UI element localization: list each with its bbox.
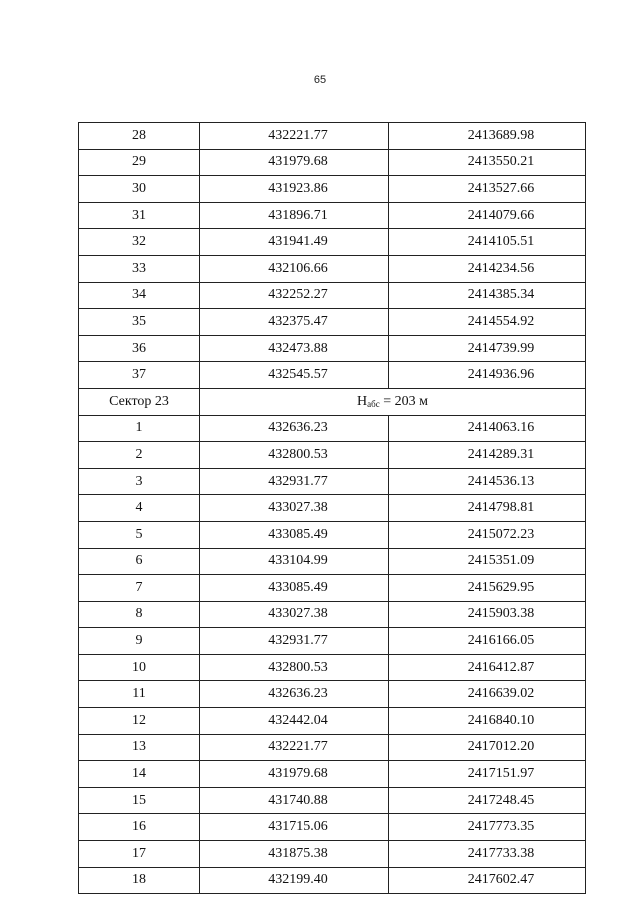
coordinate-y-cell bbox=[389, 681, 586, 708]
coordinate-x: 433027.38 bbox=[268, 606, 328, 622]
coordinate-x: 433085.49 bbox=[268, 526, 328, 542]
point-number: 9 bbox=[79, 628, 200, 655]
coordinate-y-cell bbox=[389, 787, 586, 814]
coordinate-y: 2413689.98 bbox=[467, 127, 535, 143]
point-number: 1 bbox=[79, 415, 200, 442]
coordinate-y-cell bbox=[389, 149, 586, 176]
coordinate-x: 432800.53 bbox=[268, 659, 328, 675]
coordinate-y-cell bbox=[389, 575, 586, 602]
coordinate-y-cell bbox=[389, 628, 586, 655]
coordinate-y: 2414554.92 bbox=[467, 313, 535, 329]
coordinate-y: 2414936.96 bbox=[467, 367, 535, 383]
coordinate-x: 432800.53 bbox=[268, 446, 328, 462]
coordinate-x-cell bbox=[200, 362, 389, 389]
coordinate-x-cell bbox=[200, 681, 389, 708]
coordinate-x: 433104.99 bbox=[268, 553, 328, 569]
point-number: 15 bbox=[79, 787, 200, 814]
coordinate-x: 432199.40 bbox=[268, 872, 328, 888]
coordinate-x-cell bbox=[200, 867, 389, 894]
table-row bbox=[79, 123, 586, 150]
coordinate-y: 2414739.99 bbox=[467, 340, 535, 356]
coordinate-x: 432442.04 bbox=[268, 712, 328, 728]
table-row bbox=[79, 255, 586, 282]
point-number: 7 bbox=[79, 575, 200, 602]
height-letter: H bbox=[357, 393, 368, 409]
coordinate-x-cell bbox=[200, 601, 389, 628]
point-number: 31 bbox=[79, 202, 200, 229]
coordinate-y: 2415629.95 bbox=[467, 579, 535, 595]
table-row bbox=[79, 681, 586, 708]
coordinate-y-cell bbox=[389, 362, 586, 389]
coordinate-y-cell bbox=[389, 548, 586, 575]
coordinate-y-cell bbox=[389, 202, 586, 229]
coordinate-x: 431715.06 bbox=[268, 819, 328, 835]
table-row bbox=[79, 335, 586, 362]
coordinate-x: 432636.23 bbox=[268, 420, 328, 436]
point-number: 12 bbox=[79, 708, 200, 735]
coordinate-x-cell bbox=[200, 282, 389, 309]
table-row bbox=[79, 495, 586, 522]
table-row bbox=[79, 442, 586, 469]
coordinate-y-cell bbox=[389, 229, 586, 256]
coordinate-x-cell bbox=[200, 442, 389, 469]
height-subscript: абс bbox=[367, 398, 380, 409]
table-body-before-sector bbox=[79, 123, 586, 389]
coordinate-x-cell bbox=[200, 708, 389, 735]
point-number: 37 bbox=[79, 362, 200, 389]
sector-label: Сектор 23 bbox=[79, 388, 200, 415]
coordinate-y-cell bbox=[389, 601, 586, 628]
coordinate-x-cell bbox=[200, 468, 389, 495]
table-row bbox=[79, 309, 586, 336]
table-row bbox=[79, 362, 586, 389]
coordinate-y-cell bbox=[389, 814, 586, 841]
sector-row bbox=[79, 388, 586, 415]
coordinate-y-cell bbox=[389, 335, 586, 362]
coordinate-y: 2417602.47 bbox=[467, 872, 535, 888]
coordinate-y-cell bbox=[389, 708, 586, 735]
coordinate-x: 432221.77 bbox=[268, 739, 328, 755]
coordinate-y-cell bbox=[389, 761, 586, 788]
coordinate-y-cell bbox=[389, 309, 586, 336]
coordinate-y-cell bbox=[389, 442, 586, 469]
table-row bbox=[79, 734, 586, 761]
coordinate-x: 431923.86 bbox=[268, 180, 328, 196]
coordinate-x-cell bbox=[200, 548, 389, 575]
table-row bbox=[79, 521, 586, 548]
table-row bbox=[79, 761, 586, 788]
coordinate-x: 431979.68 bbox=[268, 154, 328, 170]
coordinate-x-cell bbox=[200, 495, 389, 522]
coordinate-x-cell bbox=[200, 734, 389, 761]
coordinate-x: 431896.71 bbox=[268, 207, 328, 223]
point-number: 3 bbox=[79, 468, 200, 495]
coordinate-y-cell bbox=[389, 521, 586, 548]
point-number: 30 bbox=[79, 176, 200, 203]
coordinate-x: 433085.49 bbox=[268, 579, 328, 595]
table-row bbox=[79, 654, 586, 681]
coordinate-x-cell bbox=[200, 149, 389, 176]
coordinate-y-cell bbox=[389, 495, 586, 522]
coordinate-x: 432375.47 bbox=[268, 313, 328, 329]
coordinate-y: 2417773.35 bbox=[467, 819, 535, 835]
table-row bbox=[79, 176, 586, 203]
sector-height bbox=[200, 388, 586, 415]
coordinate-y-cell bbox=[389, 867, 586, 894]
point-number: 8 bbox=[79, 601, 200, 628]
table-row bbox=[79, 415, 586, 442]
point-number: 16 bbox=[79, 814, 200, 841]
coordinate-x: 432931.77 bbox=[268, 473, 328, 489]
table-row bbox=[79, 548, 586, 575]
point-number: 32 bbox=[79, 229, 200, 256]
coordinate-y: 2414063.16 bbox=[467, 420, 535, 436]
coordinate-y: 2415903.38 bbox=[467, 606, 535, 622]
coordinate-y-cell bbox=[389, 255, 586, 282]
coordinate-y: 2414798.81 bbox=[467, 500, 535, 516]
table-row bbox=[79, 628, 586, 655]
coordinate-x: 432636.23 bbox=[268, 686, 328, 702]
coordinate-y: 2417012.20 bbox=[467, 739, 535, 755]
coordinate-y: 2415072.23 bbox=[467, 526, 535, 542]
point-number: 2 bbox=[79, 442, 200, 469]
coordinate-x-cell bbox=[200, 176, 389, 203]
coordinate-y: 2414385.34 bbox=[467, 287, 535, 303]
coordinate-y: 2416412.87 bbox=[467, 659, 535, 675]
point-number: 36 bbox=[79, 335, 200, 362]
coordinate-x-cell bbox=[200, 521, 389, 548]
coordinate-y-cell bbox=[389, 415, 586, 442]
table-row bbox=[79, 867, 586, 894]
table-row bbox=[79, 787, 586, 814]
coordinate-x: 432545.57 bbox=[268, 367, 328, 383]
point-number: 13 bbox=[79, 734, 200, 761]
point-number: 6 bbox=[79, 548, 200, 575]
coordinate-y: 2417733.38 bbox=[467, 845, 535, 861]
point-number: 18 bbox=[79, 867, 200, 894]
point-number: 35 bbox=[79, 309, 200, 336]
coordinate-x-cell bbox=[200, 229, 389, 256]
coordinate-x-cell bbox=[200, 123, 389, 150]
coordinate-y: 2414079.66 bbox=[467, 207, 535, 223]
table-row bbox=[79, 708, 586, 735]
point-number: 34 bbox=[79, 282, 200, 309]
coordinate-x-cell bbox=[200, 202, 389, 229]
coordinate-x-cell bbox=[200, 628, 389, 655]
coordinate-x: 432252.27 bbox=[268, 287, 328, 303]
table-row bbox=[79, 841, 586, 868]
table-body-after-sector bbox=[79, 415, 586, 894]
coordinate-y: 2414105.51 bbox=[467, 234, 535, 250]
coordinate-x-cell bbox=[200, 309, 389, 336]
coordinate-x-cell bbox=[200, 761, 389, 788]
point-number: 4 bbox=[79, 495, 200, 522]
coordinate-x: 432473.88 bbox=[268, 340, 328, 356]
table-row bbox=[79, 814, 586, 841]
coordinate-y: 2414289.31 bbox=[467, 446, 535, 462]
coordinate-y-cell bbox=[389, 654, 586, 681]
height-value: = 203 м bbox=[383, 393, 428, 409]
coordinate-y: 2413550.21 bbox=[467, 154, 535, 170]
point-number: 14 bbox=[79, 761, 200, 788]
table-row bbox=[79, 229, 586, 256]
coordinate-x-cell bbox=[200, 255, 389, 282]
coordinate-x-cell bbox=[200, 415, 389, 442]
coordinate-y-cell bbox=[389, 468, 586, 495]
coordinate-x-cell bbox=[200, 575, 389, 602]
coordinate-y: 2414536.13 bbox=[467, 473, 535, 489]
point-number: 5 bbox=[79, 521, 200, 548]
coordinate-y-cell bbox=[389, 176, 586, 203]
coordinate-y: 2417248.45 bbox=[467, 792, 535, 808]
page-number: 65 bbox=[313, 74, 327, 86]
point-number: 29 bbox=[79, 149, 200, 176]
point-number: 11 bbox=[79, 681, 200, 708]
coordinate-x: 433027.38 bbox=[268, 500, 328, 516]
coordinate-x: 432221.77 bbox=[268, 127, 328, 143]
coordinate-x: 431941.49 bbox=[268, 234, 328, 250]
coordinate-y-cell bbox=[389, 282, 586, 309]
coordinate-x-cell bbox=[200, 335, 389, 362]
table-row bbox=[79, 282, 586, 309]
coordinate-x: 431875.38 bbox=[268, 845, 328, 861]
coordinate-x: 432106.66 bbox=[268, 260, 328, 276]
coordinate-x: 432931.77 bbox=[268, 633, 328, 649]
coordinate-x-cell bbox=[200, 814, 389, 841]
coordinate-y: 2416639.02 bbox=[467, 686, 535, 702]
coordinate-y: 2413527.66 bbox=[467, 180, 535, 196]
table-row bbox=[79, 149, 586, 176]
coordinate-y: 2414234.56 bbox=[467, 260, 535, 276]
point-number: 10 bbox=[79, 654, 200, 681]
table-row bbox=[79, 575, 586, 602]
coordinates-table bbox=[78, 122, 586, 894]
coordinate-y: 2415351.09 bbox=[467, 553, 535, 569]
point-number: 17 bbox=[79, 841, 200, 868]
coordinate-x-cell bbox=[200, 787, 389, 814]
coordinate-y: 2416166.05 bbox=[467, 633, 535, 649]
coordinate-y-cell bbox=[389, 734, 586, 761]
sector-header bbox=[79, 388, 586, 415]
table-row bbox=[79, 468, 586, 495]
coordinate-y-cell bbox=[389, 123, 586, 150]
coordinate-y-cell bbox=[389, 841, 586, 868]
table-row bbox=[79, 601, 586, 628]
point-number: 33 bbox=[79, 255, 200, 282]
table-row bbox=[79, 202, 586, 229]
coordinate-x-cell bbox=[200, 841, 389, 868]
coordinate-x: 431740.88 bbox=[268, 792, 328, 808]
coordinate-y: 2417151.97 bbox=[467, 766, 535, 782]
coordinate-y: 2416840.10 bbox=[467, 712, 535, 728]
point-number: 28 bbox=[79, 123, 200, 150]
coordinate-x-cell bbox=[200, 654, 389, 681]
coordinate-x: 431979.68 bbox=[268, 766, 328, 782]
